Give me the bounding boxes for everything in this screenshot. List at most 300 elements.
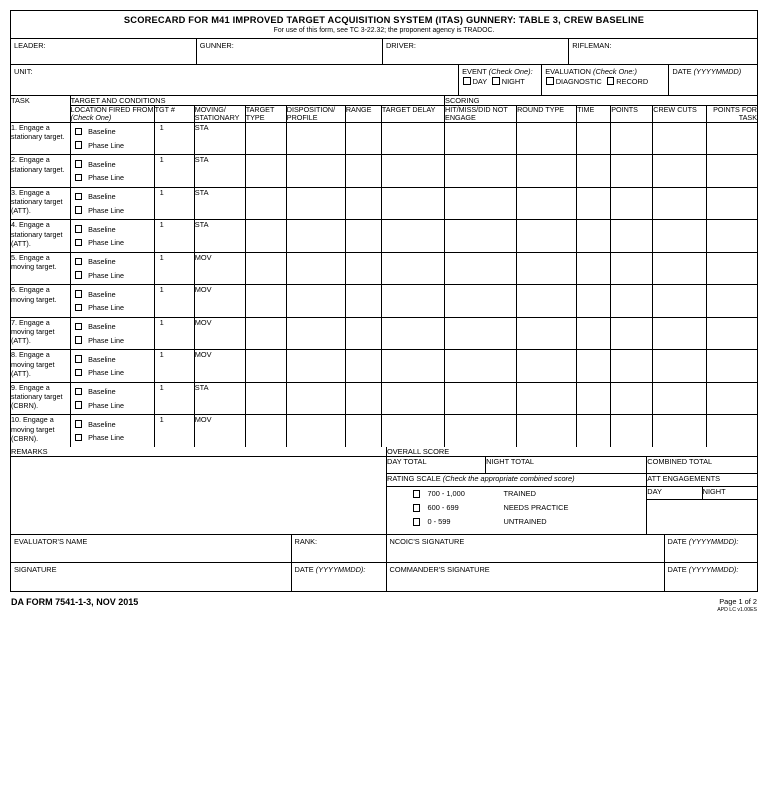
round-type-entry[interactable]	[517, 220, 577, 253]
rating-700-1000-range: 700 - 1,000	[427, 489, 465, 499]
points-for-task-entry[interactable]	[707, 382, 757, 415]
phase-line-label: Phase Line	[88, 303, 125, 313]
ncoic-date-field[interactable]	[664, 535, 757, 563]
baseline-checkbox[interactable]	[75, 323, 83, 331]
task-description: 1. Engage a stationary target.	[11, 122, 70, 155]
att-engagements-body	[647, 486, 757, 534]
time-entry[interactable]	[577, 122, 611, 155]
disposition-profile[interactable]	[286, 155, 345, 188]
unit-table	[11, 65, 757, 96]
points-for-task-entry[interactable]	[707, 122, 757, 155]
evaluation-hint: (Check One:)	[593, 66, 637, 76]
target-delay[interactable]	[381, 155, 444, 188]
col-header-target-delay: TARGET DELAY	[381, 105, 444, 122]
baseline-label: Baseline	[88, 387, 116, 397]
range[interactable]	[345, 382, 381, 415]
crew-cuts-entry[interactable]	[653, 220, 707, 253]
points-entry[interactable]	[611, 350, 653, 383]
tgt-number: 1	[154, 382, 194, 415]
tgt-number: 1	[154, 122, 194, 155]
location-fired-from-cell	[70, 382, 154, 415]
points-for-task-entry[interactable]	[707, 317, 757, 350]
location-option	[71, 238, 154, 247]
table-row	[11, 350, 757, 383]
location-option	[71, 173, 154, 182]
hit-miss-entry[interactable]	[445, 252, 517, 285]
target-delay[interactable]	[381, 317, 444, 350]
location-fired-from-cell	[70, 285, 154, 318]
points-entry[interactable]	[611, 285, 653, 318]
col-header-location-fired-from: LOCATION FIRED FROM (Check One)	[70, 104, 154, 122]
time-entry[interactable]	[577, 382, 611, 415]
baseline-checkbox[interactable]	[75, 258, 83, 266]
round-type-entry[interactable]	[517, 252, 577, 285]
phase-line-label: Phase Line	[88, 400, 125, 410]
time-entry[interactable]	[577, 415, 611, 447]
event-night-label: NIGHT	[501, 76, 525, 86]
range[interactable]	[345, 220, 381, 253]
phase-line-checkbox[interactable]	[75, 141, 83, 149]
rating-option-row	[387, 487, 646, 501]
crew-cuts-entry[interactable]	[653, 155, 707, 188]
time-entry[interactable]	[577, 252, 611, 285]
moving-stationary-value: MOV	[194, 350, 245, 383]
phase-line-checkbox[interactable]	[75, 401, 83, 409]
baseline-label: Baseline	[88, 224, 116, 234]
totals-row	[11, 456, 757, 473]
crew-row	[11, 39, 757, 65]
points-for-task-entry[interactable]	[707, 415, 757, 447]
att-engagements-header: ATT ENGAGEMENTS	[647, 473, 757, 486]
event-title: EVENT	[462, 66, 487, 76]
points-for-task-entry[interactable]	[707, 187, 757, 220]
time-entry[interactable]	[577, 350, 611, 383]
tgt-number: 1	[154, 317, 194, 350]
crew-cuts-entry[interactable]	[653, 415, 707, 447]
day-total-field[interactable]	[386, 456, 485, 473]
round-type-entry[interactable]	[517, 350, 577, 383]
baseline-label: Baseline	[88, 322, 116, 332]
date-field[interactable]	[669, 65, 757, 95]
location-option	[71, 355, 154, 364]
location-option	[71, 206, 154, 215]
phase-line-label: Phase Line	[88, 335, 125, 345]
task-rows-body	[11, 122, 757, 447]
location-option	[71, 271, 154, 280]
rating-scale-label: RATING SCALE	[386, 473, 441, 483]
disposition-profile[interactable]	[286, 122, 345, 155]
baseline-checkbox[interactable]	[75, 290, 83, 298]
round-type-entry[interactable]	[517, 122, 577, 155]
combined-total-label: COMBINED TOTAL	[647, 456, 713, 466]
signature-row	[11, 563, 757, 591]
target-type[interactable]	[245, 285, 286, 318]
location-option	[71, 192, 154, 201]
points-entry[interactable]	[611, 122, 653, 155]
overall-score-header: OVERALL SCORE	[386, 447, 757, 457]
points-entry[interactable]	[611, 382, 653, 415]
phase-line-checkbox[interactable]	[75, 206, 83, 214]
rating-600-699-result: NEEDS PRACTICE	[503, 503, 569, 513]
phase-line-checkbox[interactable]	[75, 271, 83, 279]
page-title: SCORECARD FOR M41 IMPROVED TARGET ACQUISITION SYSTEM (ITAS) GUNNERY: TABLE 3, CREW BASELINE	[123, 15, 645, 25]
baseline-label: Baseline	[88, 159, 116, 169]
crew-cuts-entry[interactable]	[653, 187, 707, 220]
col-header-hit-miss: HIT/MISS/DID NOT ENGAGE	[445, 105, 517, 122]
task-description: 10. Engage a moving target (CBRN).	[11, 415, 70, 447]
baseline-label: Baseline	[88, 192, 116, 202]
location-option	[71, 303, 154, 312]
crew-cuts-entry[interactable]	[653, 317, 707, 350]
target-delay[interactable]	[381, 382, 444, 415]
points-entry[interactable]	[611, 317, 653, 350]
tgt-number: 1	[154, 220, 194, 253]
gunner-field[interactable]	[196, 39, 382, 65]
hit-miss-entry[interactable]	[445, 187, 517, 220]
rating-scale-hint: (Check the appropriate combined score)	[442, 473, 575, 483]
signature-label: SIGNATURE	[14, 565, 57, 575]
moving-stationary-value: STA	[194, 382, 245, 415]
baseline-checkbox[interactable]	[75, 420, 83, 428]
hit-miss-entry[interactable]	[445, 285, 517, 318]
disposition-profile[interactable]	[286, 220, 345, 253]
time-entry[interactable]	[577, 155, 611, 188]
form-footer	[10, 597, 758, 613]
baseline-label: Baseline	[88, 127, 116, 137]
moving-stationary-value: MOV	[194, 285, 245, 318]
col-header-tgt: TGT #	[154, 105, 194, 122]
att-day-value[interactable]	[647, 500, 702, 501]
crew-cuts-entry[interactable]	[653, 122, 707, 155]
evaluation-field	[542, 65, 669, 95]
col-header-target-type: TARGET TYPE	[245, 105, 286, 122]
round-type-entry[interactable]	[517, 285, 577, 318]
evaluation-label	[542, 65, 668, 76]
commander-signature-label: COMMANDER'S SIGNATURE	[389, 565, 490, 575]
location-fired-from-cell	[70, 350, 154, 383]
hit-miss-entry[interactable]	[445, 317, 517, 350]
task-description: 4. Engage a stationary target (ATT).	[11, 220, 70, 253]
location-option	[71, 401, 154, 410]
location-option	[71, 387, 154, 396]
hit-miss-entry[interactable]	[445, 382, 517, 415]
disposition-profile[interactable]	[286, 350, 345, 383]
hit-miss-entry[interactable]	[445, 415, 517, 447]
night-total-field[interactable]	[486, 456, 647, 473]
ncoic-date-hint: (YYYYMMDD):	[688, 536, 739, 546]
phase-line-checkbox[interactable]	[75, 336, 83, 344]
att-day-header: DAY	[647, 487, 702, 500]
commander-signature-field[interactable]	[386, 563, 664, 591]
da-form-7541-1-3	[10, 10, 758, 592]
hit-miss-entry[interactable]	[445, 122, 517, 155]
time-entry[interactable]	[577, 285, 611, 318]
crew-table	[11, 39, 757, 66]
event-day-checkbox[interactable]	[463, 77, 471, 85]
rank-label: RANK:	[294, 536, 318, 546]
round-type-entry[interactable]	[517, 317, 577, 350]
baseline-checkbox[interactable]	[75, 225, 83, 233]
disposition-profile[interactable]	[286, 252, 345, 285]
rating-scale-header	[386, 473, 646, 486]
round-type-entry[interactable]	[517, 187, 577, 220]
unit-field[interactable]	[11, 65, 459, 95]
crew-cuts-entry[interactable]	[653, 252, 707, 285]
col-header-round-type: ROUND TYPE	[517, 105, 577, 122]
rating-700-1000-checkbox[interactable]	[413, 490, 421, 498]
table-row	[11, 382, 757, 415]
task-description: 5. Engage a moving target.	[11, 252, 70, 285]
points-entry[interactable]	[611, 415, 653, 447]
baseline-checkbox[interactable]	[75, 128, 83, 136]
range[interactable]	[345, 415, 381, 447]
hit-miss-entry[interactable]	[445, 155, 517, 188]
gunner-label: GUNNER:	[199, 40, 234, 50]
baseline-checkbox[interactable]	[75, 160, 83, 168]
rank-field[interactable]	[291, 535, 386, 563]
leader-field[interactable]	[11, 39, 196, 65]
time-entry[interactable]	[577, 317, 611, 350]
column-header-row	[11, 105, 757, 122]
target-type[interactable]	[245, 155, 286, 188]
col-header-moving-stationary: MOVING/ STATIONARY	[194, 105, 245, 122]
range[interactable]	[345, 252, 381, 285]
col-header-time: TIME	[577, 105, 611, 122]
form-title-block	[11, 11, 757, 39]
target-delay[interactable]	[381, 252, 444, 285]
target-delay[interactable]	[381, 220, 444, 253]
points-entry[interactable]	[611, 155, 653, 188]
points-for-task-entry[interactable]	[707, 155, 757, 188]
baseline-label: Baseline	[88, 257, 116, 267]
rating-option-row	[387, 515, 646, 529]
location-option	[71, 257, 154, 266]
event-day-label: DAY	[472, 76, 488, 86]
phase-line-label: Phase Line	[88, 205, 125, 215]
phase-line-label: Phase Line	[88, 173, 125, 183]
commander-date-field[interactable]	[664, 563, 757, 591]
target-delay[interactable]	[381, 187, 444, 220]
target-type[interactable]	[245, 122, 286, 155]
leader-label: LEADER:	[14, 40, 46, 50]
crew-cuts-entry[interactable]	[653, 382, 707, 415]
disposition-profile[interactable]	[286, 187, 345, 220]
combined-total-field[interactable]	[647, 456, 757, 473]
points-entry[interactable]	[611, 220, 653, 253]
disposition-profile[interactable]	[286, 317, 345, 350]
phase-line-label: Phase Line	[88, 433, 125, 443]
att-night-value[interactable]	[702, 500, 757, 501]
event-night-checkbox[interactable]	[492, 77, 500, 85]
phase-line-checkbox[interactable]	[75, 239, 83, 247]
phase-line-checkbox[interactable]	[75, 434, 83, 442]
target-type[interactable]	[245, 252, 286, 285]
points-for-task-entry[interactable]	[707, 350, 757, 383]
signature-field[interactable]	[11, 563, 291, 591]
location-option	[71, 141, 154, 150]
signature-date-field[interactable]	[291, 563, 386, 591]
tgt-number: 1	[154, 187, 194, 220]
ncoic-date-label: DATE	[667, 536, 687, 546]
location-option	[71, 368, 154, 377]
moving-stationary-value: MOV	[194, 317, 245, 350]
form-subtitle: For use of this form, see TC 3-22.32; the proponent agency is TRADOC.	[273, 27, 495, 35]
tgt-number: 1	[154, 252, 194, 285]
location-option	[71, 127, 154, 136]
location-option	[71, 433, 154, 442]
location-fired-from-cell	[70, 122, 154, 155]
time-entry[interactable]	[577, 187, 611, 220]
task-scoring-table	[11, 96, 757, 447]
phase-line-checkbox[interactable]	[75, 369, 83, 377]
driver-label: DRIVER:	[385, 40, 416, 50]
target-delay[interactable]	[381, 285, 444, 318]
tgt-number: 1	[154, 415, 194, 447]
baseline-label: Baseline	[88, 289, 116, 299]
event-label	[459, 65, 541, 76]
col-header-range: RANGE	[345, 105, 381, 122]
evaluation-diagnostic-checkbox[interactable]	[546, 77, 554, 85]
table-row	[11, 285, 757, 318]
event-field	[459, 65, 542, 95]
disposition-profile[interactable]	[286, 285, 345, 318]
commander-date-label: DATE	[667, 565, 687, 575]
evaluation-title: EVALUATION	[545, 66, 591, 76]
range[interactable]	[345, 317, 381, 350]
rating-0-599-range: 0 - 599	[427, 517, 451, 527]
target-type[interactable]	[245, 317, 286, 350]
evaluation-record-label: RECORD	[616, 76, 649, 86]
range[interactable]	[345, 155, 381, 188]
phase-line-label: Phase Line	[88, 140, 125, 150]
rating-700-1000-result: TRAINED	[503, 489, 536, 499]
phase-line-label: Phase Line	[88, 270, 125, 280]
col-header-task: TASK	[11, 96, 70, 123]
driver-field[interactable]	[382, 39, 568, 65]
baseline-label: Baseline	[88, 419, 116, 429]
night-total-label: NIGHT TOTAL	[486, 456, 535, 466]
table-row	[11, 317, 757, 350]
unit-label: UNIT:	[14, 67, 33, 77]
target-type[interactable]	[245, 187, 286, 220]
att-night-header: NIGHT	[702, 487, 757, 500]
target-delay[interactable]	[381, 122, 444, 155]
unit-row	[11, 65, 757, 95]
target-type[interactable]	[245, 382, 286, 415]
tgt-number: 1	[154, 285, 194, 318]
table-row	[11, 415, 757, 447]
page-number: Page 1 of 2	[719, 596, 757, 606]
baseline-checkbox[interactable]	[75, 355, 83, 363]
remarks-input-area[interactable]	[11, 456, 386, 534]
evaluator-name-label: EVALUATOR'S NAME	[14, 536, 88, 546]
signature-date-label: DATE	[294, 565, 314, 575]
location-fired-from-cell	[70, 415, 154, 447]
apd-code: APD LC v1.00ES	[717, 606, 757, 613]
task-description: 7. Engage a moving target (ATT).	[11, 317, 70, 350]
hit-miss-entry[interactable]	[445, 350, 517, 383]
disposition-profile[interactable]	[286, 415, 345, 447]
baseline-checkbox[interactable]	[75, 193, 83, 201]
remarks-overall-header-row	[11, 447, 757, 457]
round-type-entry[interactable]	[517, 155, 577, 188]
rifleman-field[interactable]	[569, 39, 757, 65]
location-fired-from-cell	[70, 317, 154, 350]
points-entry[interactable]	[611, 187, 653, 220]
table-row	[11, 252, 757, 285]
target-type[interactable]	[245, 350, 286, 383]
target-delay[interactable]	[381, 350, 444, 383]
rating-0-599-checkbox[interactable]	[413, 518, 421, 526]
group-header-scoring: SCORING	[445, 96, 757, 106]
location-option	[71, 322, 154, 331]
points-for-task-entry[interactable]	[707, 252, 757, 285]
location-fired-from-cell	[70, 220, 154, 253]
col-header-points-for-task: POINTS FOR TASK	[707, 105, 757, 122]
day-total-label: DAY TOTAL	[386, 456, 427, 466]
target-delay[interactable]	[381, 415, 444, 447]
rifleman-label: RIFLEMAN:	[572, 40, 612, 50]
crew-cuts-entry[interactable]	[653, 350, 707, 383]
table-row	[11, 122, 757, 155]
range[interactable]	[345, 122, 381, 155]
points-entry[interactable]	[611, 252, 653, 285]
moving-stationary-value: MOV	[194, 415, 245, 447]
location-fired-from-cell	[70, 155, 154, 188]
target-type[interactable]	[245, 415, 286, 447]
location-option	[71, 336, 154, 345]
event-hint: (Check One):	[488, 66, 533, 76]
baseline-checkbox[interactable]	[75, 388, 83, 396]
time-entry[interactable]	[577, 220, 611, 253]
footer-right	[717, 597, 757, 613]
hit-miss-entry[interactable]	[445, 220, 517, 253]
range[interactable]	[345, 350, 381, 383]
task-description: 6. Engage a moving target.	[11, 285, 70, 318]
tgt-number: 1	[154, 350, 194, 383]
phase-line-label: Phase Line	[88, 368, 125, 378]
form-number: DA FORM 7541-1-3, NOV 2015	[11, 596, 139, 607]
baseline-label: Baseline	[88, 354, 116, 364]
range[interactable]	[345, 187, 381, 220]
rating-600-699-checkbox[interactable]	[413, 504, 421, 512]
evaluator-name-field[interactable]	[11, 535, 291, 563]
remarks-header: REMARKS	[11, 447, 386, 457]
group-header-target-conditions: TARGET AND CONDITIONS	[70, 96, 444, 106]
disposition-profile[interactable]	[286, 382, 345, 415]
points-for-task-entry[interactable]	[707, 285, 757, 318]
round-type-entry[interactable]	[517, 382, 577, 415]
phase-line-checkbox[interactable]	[75, 304, 83, 312]
points-for-task-entry[interactable]	[707, 220, 757, 253]
location-fired-from-cell	[70, 252, 154, 285]
moving-stationary-value: STA	[194, 122, 245, 155]
target-type[interactable]	[245, 220, 286, 253]
crew-cuts-entry[interactable]	[653, 285, 707, 318]
moving-stationary-value: MOV	[194, 252, 245, 285]
location-fired-from-cell	[70, 187, 154, 220]
range[interactable]	[345, 285, 381, 318]
ncoic-signature-field[interactable]	[386, 535, 664, 563]
evaluator-row	[11, 535, 757, 563]
moving-stationary-value: STA	[194, 187, 245, 220]
phase-line-checkbox[interactable]	[75, 174, 83, 182]
moving-stationary-value: STA	[194, 155, 245, 188]
location-option	[71, 225, 154, 234]
round-type-entry[interactable]	[517, 415, 577, 447]
signature-table	[11, 535, 757, 591]
col-header-points: POINTS	[611, 105, 653, 122]
